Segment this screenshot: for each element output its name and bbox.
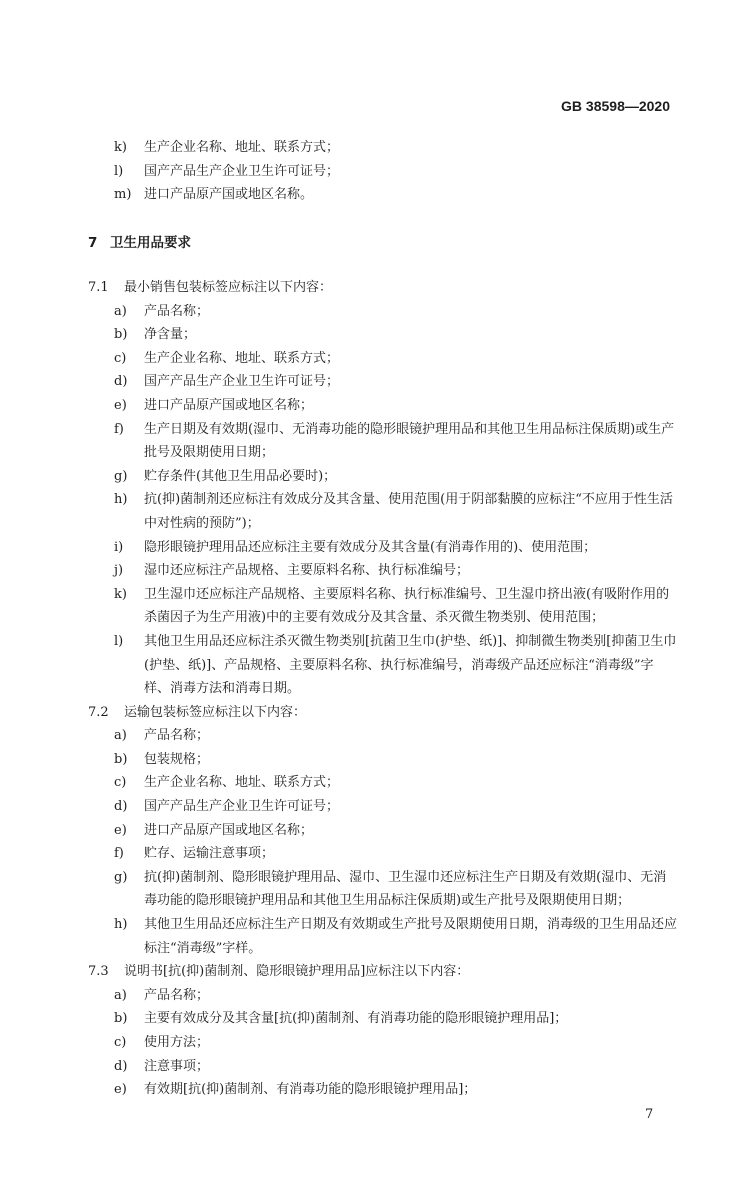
list-item-label: d): [114, 799, 128, 815]
list-item: [88, 913, 678, 960]
list-item: [88, 300, 678, 324]
list-item-text: 湿巾还应标注产品规格、主要原料名称、执行标准编号；: [144, 563, 470, 579]
list-item-text: 卫生湿巾还应标注产品规格、主要原料名称、执行标准编号、卫生湿巾挤出液(有吸附作用的杀菌因子为生产用液)中的主要有效成分及其含量、杀灭微生物类别、使用范围；: [144, 586, 670, 626]
clause-number: 7.2: [88, 704, 109, 720]
list-item-text: 其他卫生用品还应标注生产日期及有效期或生产批号及限期使用日期，消毒级的卫生用品还应标注“消毒级”字样。: [144, 917, 678, 956]
list-item: [88, 136, 678, 160]
list-item-text: 进口产品原产国或地区名称。: [144, 187, 314, 203]
list-item-text: 产品名称；: [144, 728, 210, 744]
list-item: [88, 771, 678, 795]
list-item: [88, 795, 678, 819]
list-item-label: f): [114, 421, 124, 437]
list-item-label: a): [114, 987, 127, 1003]
clause-number: 7.3: [88, 964, 109, 980]
list-item-text: 净含量；: [144, 327, 197, 343]
list-item-text: 使用方法；: [144, 1035, 210, 1050]
list-item-label: k): [114, 586, 127, 602]
clauses: [88, 276, 678, 1102]
list-item: [88, 347, 678, 371]
list-item-text: 包装规格；: [144, 751, 210, 767]
list-item-text: 生产企业名称、地址、联系方式；: [144, 350, 340, 366]
list-item-text: 国产产品生产企业卫生许可证号；: [144, 374, 340, 390]
list-item-label: e): [114, 822, 127, 838]
list-item-text: 注意事项；: [144, 1058, 210, 1074]
list-item-text: 国产产品生产企业卫生许可证号；: [144, 163, 340, 179]
list-item: [88, 536, 678, 560]
list-item: [88, 418, 678, 465]
list-item-text: 生产企业名称、地址、联系方式；: [144, 140, 340, 155]
list-item-text: 产品名称；: [144, 987, 210, 1003]
list-item-label: c): [114, 1035, 127, 1050]
section-number: 7: [88, 235, 98, 251]
list-item-label: m): [114, 187, 132, 203]
list-item-label: c): [114, 775, 127, 791]
clause-text: 最小销售包装标签应标注以下内容：: [124, 280, 333, 295]
list-item-text: 生产日期及有效期(湿巾、无消毒功能的隐形眼镜护理用品和其他卫生用品标注保质期)或生产批号及限期使用日期；: [144, 421, 675, 461]
list-item-label: k): [114, 140, 127, 155]
list-item-text: 进口产品原产国或地区名称；: [144, 822, 314, 838]
list-item-text: 贮存、运输注意事项；: [144, 846, 275, 862]
list-item: [88, 559, 678, 583]
list-item-label: g): [114, 869, 128, 885]
page-number: 7: [645, 1107, 654, 1122]
list-item-label: l): [114, 163, 124, 179]
top-list: [88, 136, 678, 207]
list-item-text: 贮存条件(其他卫生用品必要时)；: [144, 468, 337, 484]
list-item: [88, 1055, 678, 1079]
section-title: 卫生用品要求: [110, 235, 191, 251]
list-item-label: c): [114, 350, 127, 366]
list-item: [88, 465, 678, 489]
list-item: [88, 630, 678, 701]
list-item: [88, 323, 678, 347]
list-item-text: 生产企业名称、地址、联系方式；: [144, 775, 340, 791]
list-item-label: g): [114, 468, 128, 484]
list-item: [88, 160, 678, 184]
list-item-text: 隐形眼镜护理用品还应标注主要有效成分及其含量(有消毒作用的)、使用范围；: [144, 539, 597, 555]
clause-7-3: [88, 960, 678, 984]
list-item-text: 其他卫生用品还应标注杀灭微生物类别[抗菌卫生巾(护垫、纸)]、抑制微生物类别[抑菌卫生巾(护垫、纸)]、产品规格、主要原料名称、执行标准编号，消毒级产品还应标注“消毒级”字样、消毒方法和消毒日期。: [144, 633, 677, 697]
list-item: [88, 819, 678, 843]
list-item-label: d): [114, 1058, 128, 1074]
list-item: [88, 583, 678, 630]
list-item: [88, 370, 678, 394]
clause-7-1: [88, 276, 678, 300]
list-item: [88, 984, 678, 1008]
list-item-text: 主要有效成分及其含量[抗(抑)菌制剂、有消毒功能的隐形眼镜护理用品]；: [144, 1011, 568, 1027]
list-item: [88, 1078, 678, 1102]
list-item-label: e): [114, 1082, 127, 1098]
list-item-label: a): [114, 303, 127, 319]
list-item-text: 进口产品原产国或地区名称；: [144, 397, 314, 413]
list-item-label: b): [114, 327, 128, 343]
list-item: [88, 1031, 678, 1055]
list-item-label: i): [114, 539, 124, 555]
list-item: [88, 394, 678, 418]
list-item-text: 有效期[抗(抑)菌制剂、有消毒功能的隐形眼镜护理用品]；: [144, 1082, 477, 1098]
list-item-label: e): [114, 397, 127, 413]
list-item-label: f): [114, 846, 124, 862]
list-item: [88, 488, 678, 535]
list-item-text: 产品名称；: [144, 303, 210, 319]
list-item-label: h): [114, 917, 128, 933]
clause-7-2: [88, 701, 678, 725]
list-item: [88, 748, 678, 772]
clause-number: 7.1: [88, 280, 109, 295]
list-item-text: 抗(抑)菌制剂还应标注有效成分及其含量、使用范围(用于阴部黏膜的应标注“不应用于性生活中对性病的预防”)；: [144, 492, 673, 531]
standard-code: GB 38598—2020: [561, 98, 670, 114]
list-item: [88, 1007, 678, 1031]
list-item-text: 国产产品生产企业卫生许可证号；: [144, 799, 340, 815]
list-item-label: a): [114, 728, 127, 744]
list-item: [88, 183, 678, 207]
list-item-label: d): [114, 374, 128, 390]
list-item: [88, 842, 678, 866]
list-item-label: b): [114, 1011, 128, 1027]
clause-text: 运输包装标签应标注以下内容：: [124, 704, 307, 720]
list-item-label: h): [114, 492, 128, 508]
list-item: [88, 724, 678, 748]
list-item-label: j): [114, 563, 124, 579]
clause-text: 说明书[抗(抑)菌制剂、隐形眼镜护理用品]应标注以下内容：: [124, 964, 470, 980]
list-item-text: 抗(抑)菌制剂、隐形眼镜护理用品、湿巾、卫生湿巾还应标注生产日期及有效期(湿巾、无消毒功能的隐形眼镜护理用品和其他卫生用品标注保质期)或生产批号及限期使用日期；: [144, 869, 667, 909]
list-item: [88, 866, 678, 913]
list-item-label: l): [114, 633, 124, 649]
list-item-label: b): [114, 751, 128, 767]
section-heading: [88, 232, 678, 256]
